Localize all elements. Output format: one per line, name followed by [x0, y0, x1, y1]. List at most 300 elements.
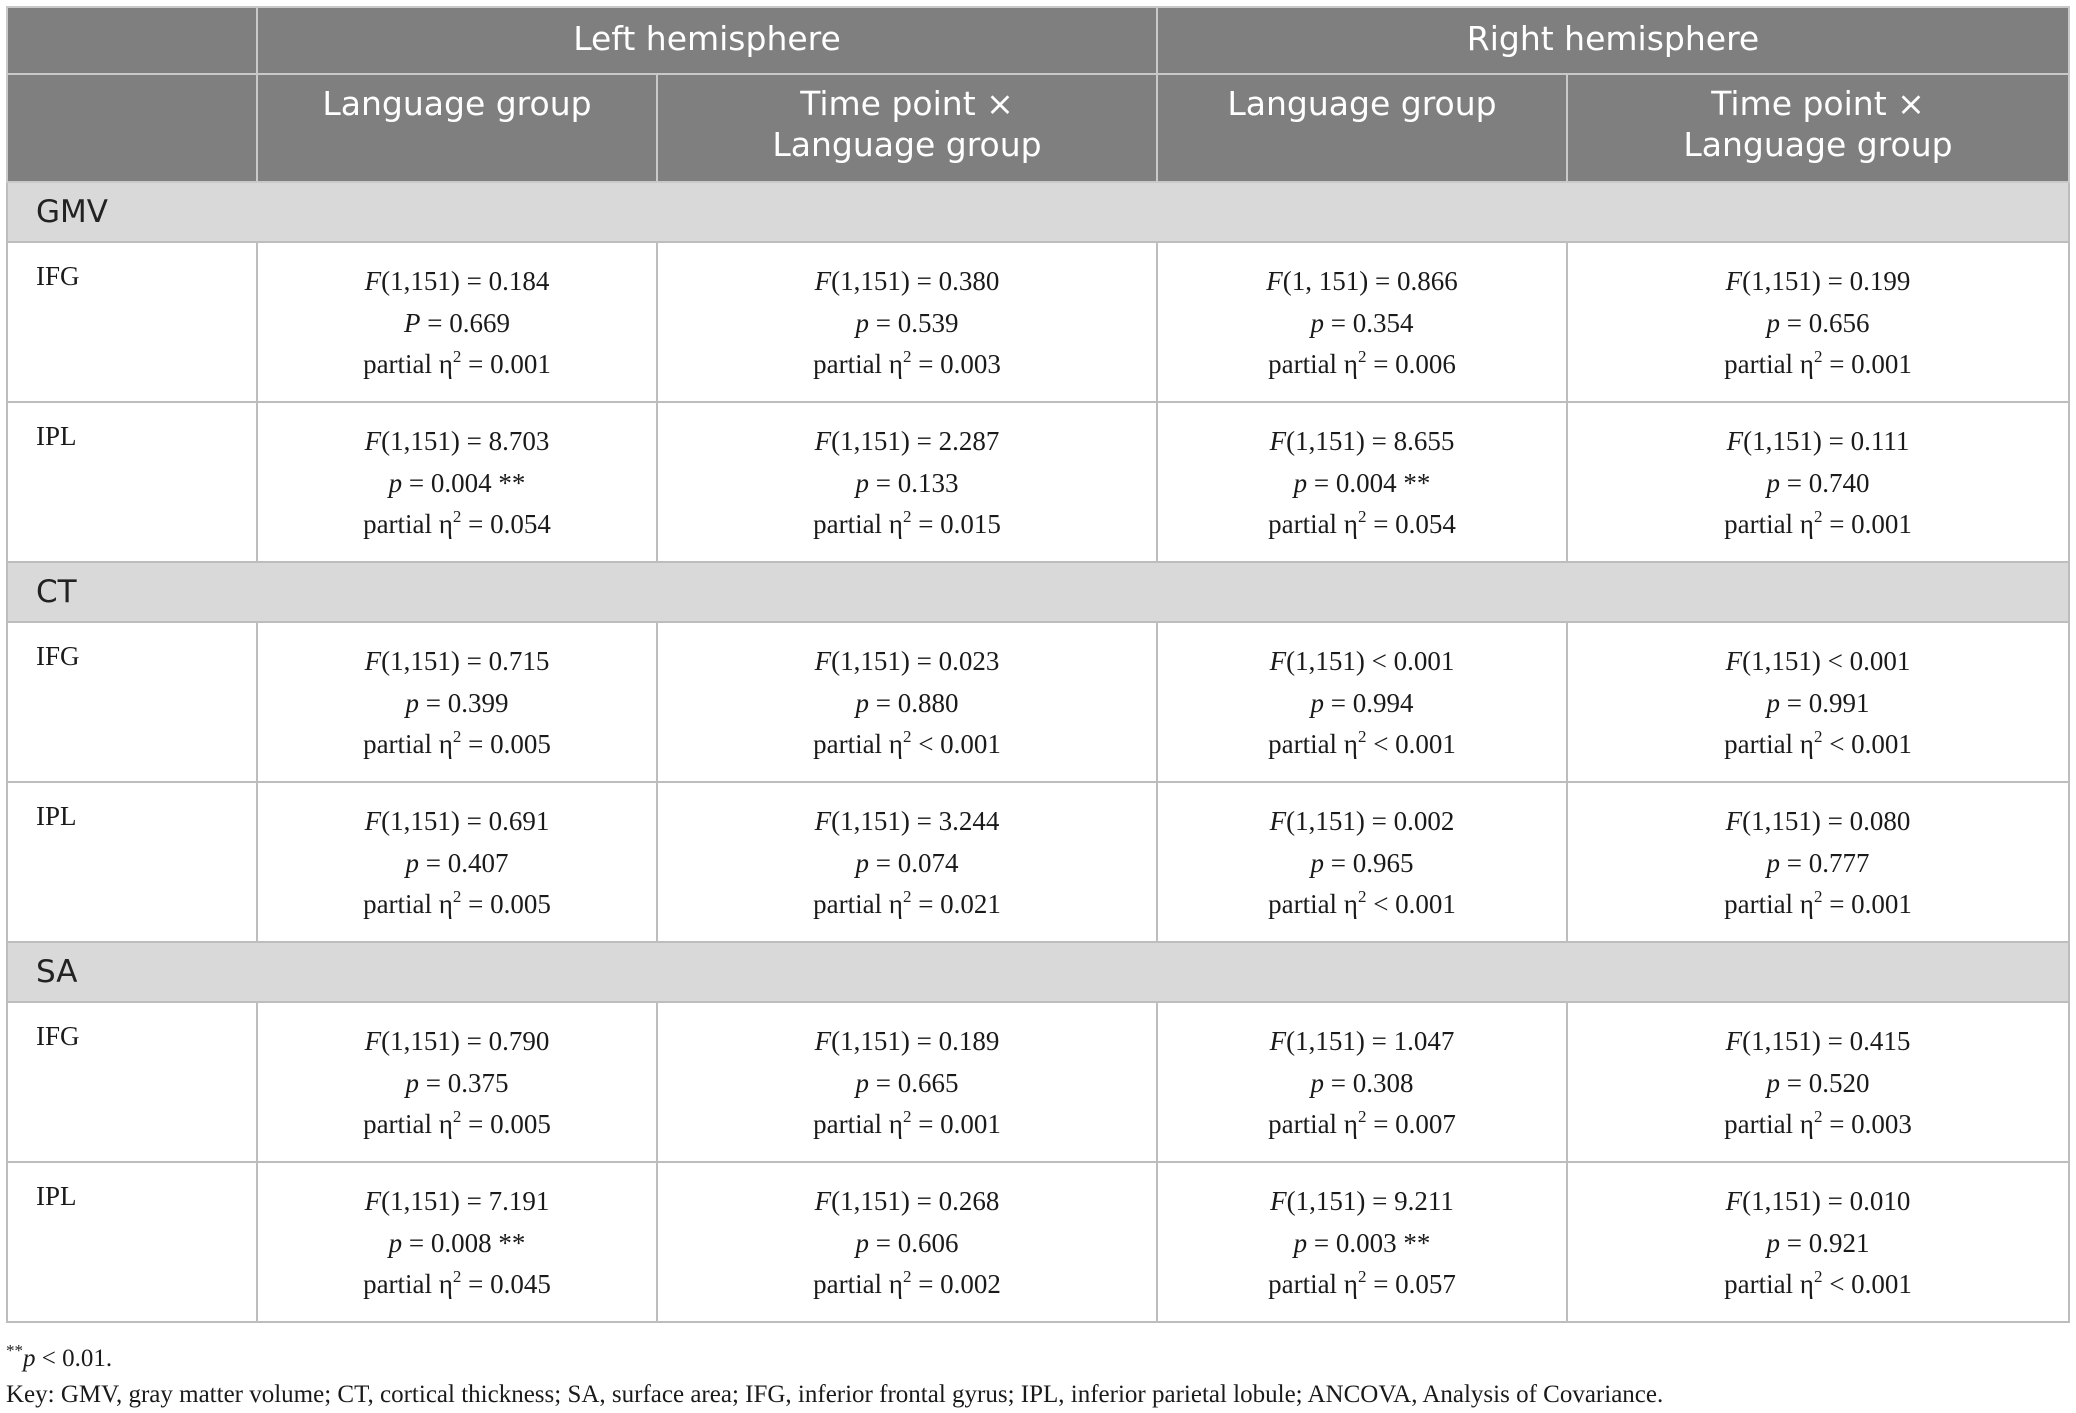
eta-exponent: 2 [1357, 347, 1367, 366]
p-symbol: p [388, 467, 403, 498]
partial-eta-squared [1568, 504, 2068, 546]
stat-cell [1157, 1002, 1567, 1162]
f-value: (1,151) = 0.691 [381, 806, 550, 836]
eta-exponent: 2 [1357, 887, 1367, 906]
eta-exponent: 2 [452, 887, 462, 906]
eta-exponent: 2 [452, 1267, 462, 1286]
stat-cell [657, 622, 1157, 782]
eta-value: = 0.057 [1366, 1269, 1456, 1299]
f-value: (1,151) = 8.655 [1286, 426, 1455, 456]
stat-cell [657, 1162, 1157, 1322]
eta-exponent: 2 [902, 1267, 912, 1286]
f-statistic [1568, 261, 2068, 303]
f-statistic [1158, 1181, 1566, 1223]
f-value: (1,151) = 0.002 [1286, 806, 1455, 836]
header-right-language-group: Language group [1157, 74, 1567, 182]
f-symbol: F [1269, 426, 1287, 456]
p-value [258, 843, 656, 885]
header-left-interaction [657, 74, 1157, 182]
f-statistic [1158, 1021, 1566, 1063]
eta-exponent: 2 [1357, 1107, 1367, 1126]
section-label: GMV [7, 182, 2069, 242]
eta-label: partial η [1724, 889, 1814, 919]
p-symbol: p [1310, 687, 1325, 718]
f-value: (1,151) = 0.380 [831, 266, 1000, 296]
header-row-hemisphere [7, 7, 2069, 74]
p-number: = 0.308 [1324, 1067, 1414, 1098]
footnote-significance [6, 1341, 2068, 1377]
f-statistic [658, 1181, 1156, 1223]
partial-eta-squared [1568, 884, 2068, 926]
eta-value: = 0.005 [461, 889, 551, 919]
eta-label: partial η [813, 1109, 903, 1139]
stat-cell [1567, 622, 2069, 782]
p-symbol: p [1293, 467, 1308, 498]
f-symbol: F [364, 1186, 382, 1216]
stat-cell [657, 782, 1157, 942]
f-value: (1,151) = 0.023 [831, 646, 1000, 676]
partial-eta-squared [258, 504, 656, 546]
eta-exponent: 2 [1813, 1107, 1823, 1126]
section-row [7, 182, 2069, 242]
p-value [1568, 303, 2068, 345]
eta-label: partial η [813, 889, 903, 919]
f-value: (1,151) = 0.199 [1742, 266, 1911, 296]
stat-cell [1567, 1162, 2069, 1322]
eta-value: = 0.001 [461, 349, 551, 379]
eta-exponent: 2 [902, 347, 912, 366]
f-symbol: F [1266, 266, 1283, 296]
f-symbol: F [814, 646, 832, 676]
section-row [7, 562, 2069, 622]
eta-value: < 0.001 [1366, 729, 1456, 759]
p-symbol: p [1766, 687, 1781, 718]
f-value: (1,151) = 0.268 [831, 1186, 1000, 1216]
table-row [7, 1162, 2069, 1322]
footnote-key: Key: GMV, gray matter volume; CT, cortical thickness; SA, surface area; IFG, inferior frontal gyrus; IPL, inferior parietal lobule; ANCOVA, Analysis of Covariance. [6, 1381, 1664, 1408]
p-value [1568, 1063, 2068, 1105]
footnote-sig-mark: ** [6, 1340, 23, 1360]
f-symbol: F [1725, 1026, 1743, 1056]
section-label: CT [7, 562, 2069, 622]
region-label: IFG [7, 622, 257, 782]
header-corner [7, 7, 257, 74]
eta-exponent: 2 [1813, 1267, 1823, 1286]
partial-eta-squared [1158, 884, 1566, 926]
f-symbol: F [1269, 806, 1287, 836]
f-symbol: F [814, 1186, 832, 1216]
f-value: (1,151) = 2.287 [831, 426, 1000, 456]
f-value: (1,151) = 0.715 [381, 646, 550, 676]
table-row [7, 242, 2069, 402]
p-symbol: p [1766, 1067, 1781, 1098]
f-value: (1,151) = 3.244 [831, 806, 1000, 836]
partial-eta-squared [258, 1104, 656, 1146]
table-row [7, 1002, 2069, 1162]
table-wrapper [6, 6, 2068, 1413]
eta-exponent: 2 [452, 347, 462, 366]
eta-value: = 0.005 [461, 729, 551, 759]
eta-exponent: 2 [902, 507, 912, 526]
p-number: = 0.880 [869, 687, 959, 718]
f-value: (1,151) < 0.001 [1742, 646, 1911, 676]
eta-value: < 0.001 [1822, 729, 1912, 759]
eta-label: partial η [813, 729, 903, 759]
p-number: = 0.354 [1324, 307, 1414, 338]
header-interaction-line2: Language group [1683, 125, 1953, 164]
p-number: = 0.965 [1324, 847, 1414, 878]
table-row [7, 402, 2069, 562]
f-symbol: F [814, 266, 832, 296]
header-row-effects [7, 74, 2069, 182]
p-value [1158, 303, 1566, 345]
p-symbol: p [855, 1227, 870, 1258]
stat-cell [1567, 242, 2069, 402]
f-symbol: F [814, 1026, 832, 1056]
partial-eta-squared [258, 344, 656, 386]
eta-value: = 0.045 [461, 1269, 551, 1299]
p-value [1568, 843, 2068, 885]
stat-cell [257, 402, 657, 562]
eta-label: partial η [1268, 1269, 1358, 1299]
eta-label: partial η [363, 729, 453, 759]
p-value [258, 1063, 656, 1105]
region-label: IFG [7, 242, 257, 402]
f-statistic [1158, 801, 1566, 843]
eta-label: partial η [1268, 1109, 1358, 1139]
p-symbol: p [1766, 847, 1781, 878]
stat-cell [1157, 242, 1567, 402]
eta-value: = 0.015 [911, 509, 1001, 539]
eta-label: partial η [363, 509, 453, 539]
p-value [258, 303, 656, 345]
eta-value: = 0.021 [911, 889, 1001, 919]
f-statistic [258, 801, 656, 843]
stat-cell [1157, 622, 1567, 782]
partial-eta-squared [658, 884, 1156, 926]
p-value [1568, 463, 2068, 505]
eta-exponent: 2 [452, 727, 462, 746]
partial-eta-squared [1158, 1264, 1566, 1306]
p-symbol: p [855, 847, 870, 878]
f-symbol: F [364, 1026, 382, 1056]
p-symbol: p [1293, 1227, 1308, 1258]
partial-eta-squared [1568, 1264, 2068, 1306]
eta-exponent: 2 [1357, 727, 1367, 746]
eta-label: partial η [1724, 509, 1814, 539]
p-value [658, 683, 1156, 725]
p-number: = 0.133 [869, 467, 959, 498]
p-value [1158, 1223, 1566, 1265]
p-symbol: p [1310, 847, 1325, 878]
eta-exponent: 2 [902, 887, 912, 906]
partial-eta-squared [1568, 344, 2068, 386]
eta-value: < 0.001 [1822, 1269, 1912, 1299]
f-value: (1,151) = 8.703 [381, 426, 550, 456]
f-value: (1,151) = 0.189 [831, 1026, 1000, 1056]
header-interaction-line1: Time point × [1711, 84, 1925, 123]
p-number: = 0.740 [1780, 467, 1870, 498]
p-symbol: p [1310, 1067, 1325, 1098]
header-interaction-line2: Language group [772, 125, 1042, 164]
p-number: = 0.375 [419, 1067, 509, 1098]
f-statistic [258, 641, 656, 683]
eta-label: partial η [1268, 509, 1358, 539]
p-value [658, 1223, 1156, 1265]
p-symbol: p [388, 1227, 403, 1258]
p-number: = 0.004 ** [1307, 467, 1431, 498]
eta-exponent: 2 [1813, 887, 1823, 906]
stat-cell [257, 1002, 657, 1162]
f-statistic [258, 1021, 656, 1063]
f-value: (1,151) = 0.010 [1742, 1186, 1911, 1216]
p-symbol: p [855, 307, 870, 338]
eta-label: partial η [1268, 729, 1358, 759]
f-statistic [1568, 641, 2068, 683]
p-value [1568, 683, 2068, 725]
f-symbol: F [364, 426, 382, 456]
eta-label: partial η [813, 349, 903, 379]
eta-label: partial η [363, 1109, 453, 1139]
table-body [7, 182, 2069, 1322]
footnote-sig-rest: < 0.01. [35, 1345, 113, 1372]
partial-eta-squared [258, 724, 656, 766]
p-symbol: p [1766, 467, 1781, 498]
f-value: (1,151) = 1.047 [1286, 1026, 1455, 1056]
f-symbol: F [364, 646, 382, 676]
f-statistic [658, 641, 1156, 683]
header-interaction-line1: Time point × [800, 84, 1014, 123]
f-statistic [658, 801, 1156, 843]
f-symbol: F [1270, 1186, 1287, 1216]
eta-exponent: 2 [902, 727, 912, 746]
p-number: = 0.539 [869, 307, 959, 338]
f-symbol: F [1725, 1186, 1743, 1216]
f-statistic [258, 1181, 656, 1223]
eta-value: = 0.001 [1822, 509, 1912, 539]
stat-cell [657, 402, 1157, 562]
eta-exponent: 2 [1813, 507, 1823, 526]
ancova-results-table [6, 6, 2070, 1323]
p-number: = 0.606 [869, 1227, 959, 1258]
p-symbol: p [405, 847, 419, 878]
p-number: = 0.656 [1780, 307, 1870, 338]
f-statistic [258, 421, 656, 463]
partial-eta-squared [1158, 504, 1566, 546]
partial-eta-squared [658, 344, 1156, 386]
f-statistic [1158, 261, 1566, 303]
stat-cell [657, 1002, 1157, 1162]
f-value: (1,151) < 0.001 [1286, 646, 1455, 676]
eta-label: partial η [1268, 349, 1358, 379]
stat-cell [1157, 782, 1567, 942]
p-value [658, 303, 1156, 345]
section-row [7, 942, 2069, 1002]
f-symbol: F [1726, 426, 1744, 456]
f-statistic [1568, 1021, 2068, 1063]
f-statistic [1158, 641, 1566, 683]
p-value [1158, 843, 1566, 885]
stat-cell [1567, 1002, 2069, 1162]
p-number: = 0.991 [1780, 687, 1870, 718]
p-number: = 0.008 ** [402, 1227, 526, 1258]
eta-value: < 0.001 [1366, 889, 1456, 919]
eta-value: = 0.054 [461, 509, 551, 539]
eta-value: = 0.003 [911, 349, 1001, 379]
eta-value: = 0.005 [461, 1109, 551, 1139]
f-value: (1,151) = 9.211 [1286, 1186, 1454, 1216]
table-row [7, 622, 2069, 782]
eta-value: = 0.054 [1366, 509, 1456, 539]
eta-exponent: 2 [1813, 727, 1823, 746]
p-value [258, 463, 656, 505]
eta-label: partial η [1724, 349, 1814, 379]
f-statistic [258, 261, 656, 303]
eta-exponent: 2 [1357, 1267, 1367, 1286]
p-symbol: p [405, 687, 419, 718]
p-symbol: P [404, 307, 421, 338]
f-statistic [1568, 801, 2068, 843]
p-symbol: p [1310, 307, 1325, 338]
p-symbol: p [1766, 1227, 1781, 1258]
eta-label: partial η [363, 889, 453, 919]
f-statistic [1568, 421, 2068, 463]
f-symbol: F [1269, 646, 1287, 676]
p-value [1158, 463, 1566, 505]
f-symbol: F [1269, 1026, 1287, 1056]
eta-exponent: 2 [452, 507, 462, 526]
eta-label: partial η [363, 1269, 453, 1299]
f-value: (1,151) = 0.080 [1742, 806, 1911, 836]
header-left-hemisphere: Left hemisphere [257, 7, 1157, 74]
p-value [658, 463, 1156, 505]
f-value: (1,151) = 7.191 [381, 1186, 550, 1216]
p-number: = 0.994 [1324, 687, 1414, 718]
stat-cell [257, 1162, 657, 1322]
f-value: (1,151) = 0.790 [381, 1026, 550, 1056]
p-number: = 0.407 [419, 847, 509, 878]
p-symbol: p [855, 1067, 870, 1098]
p-number: = 0.520 [1780, 1067, 1870, 1098]
eta-value: = 0.001 [1822, 349, 1912, 379]
partial-eta-squared [1568, 1104, 2068, 1146]
f-statistic [658, 1021, 1156, 1063]
p-value [258, 1223, 656, 1265]
f-statistic [658, 261, 1156, 303]
p-value [658, 1063, 1156, 1105]
partial-eta-squared [658, 504, 1156, 546]
header-right-hemisphere: Right hemisphere [1157, 7, 2069, 74]
partial-eta-squared [1158, 724, 1566, 766]
footnote-sig-p: p [23, 1345, 36, 1372]
p-value [1158, 1063, 1566, 1105]
p-number: = 0.921 [1780, 1227, 1870, 1258]
stat-cell [1567, 402, 2069, 562]
table-row [7, 782, 2069, 942]
p-number: = 0.003 ** [1307, 1227, 1431, 1258]
f-symbol: F [1725, 646, 1743, 676]
eta-label: partial η [1724, 1109, 1814, 1139]
p-number: = 0.399 [419, 687, 509, 718]
partial-eta-squared [1158, 344, 1566, 386]
p-value [258, 683, 656, 725]
header-corner-2 [7, 74, 257, 182]
eta-label: partial η [1724, 729, 1814, 759]
header-right-interaction [1567, 74, 2069, 182]
p-value [1158, 683, 1566, 725]
region-label: IPL [7, 1162, 257, 1322]
eta-label: partial η [1268, 889, 1358, 919]
stat-cell [257, 242, 657, 402]
eta-value: = 0.003 [1822, 1109, 1912, 1139]
eta-label: partial η [1724, 1269, 1814, 1299]
stat-cell [657, 242, 1157, 402]
f-statistic [1158, 421, 1566, 463]
eta-label: partial η [813, 1269, 903, 1299]
f-symbol: F [814, 806, 832, 836]
partial-eta-squared [1568, 724, 2068, 766]
p-number: = 0.669 [420, 307, 510, 338]
stat-cell [1567, 782, 2069, 942]
eta-value: = 0.002 [911, 1269, 1001, 1299]
f-statistic [658, 421, 1156, 463]
p-value [658, 843, 1156, 885]
eta-value: = 0.001 [1822, 889, 1912, 919]
p-number: = 0.074 [869, 847, 959, 878]
partial-eta-squared [658, 1264, 1156, 1306]
f-value: (1, 151) = 0.866 [1282, 266, 1458, 296]
p-symbol: p [1766, 307, 1781, 338]
f-symbol: F [364, 266, 382, 296]
header-left-language-group: Language group [257, 74, 657, 182]
eta-value: = 0.001 [911, 1109, 1001, 1139]
f-symbol: F [814, 426, 832, 456]
eta-label: partial η [813, 509, 903, 539]
section-label: SA [7, 942, 2069, 1002]
partial-eta-squared [658, 1104, 1156, 1146]
f-value: (1,151) = 0.184 [381, 266, 550, 296]
p-number: = 0.777 [1780, 847, 1870, 878]
f-value: (1,151) = 0.111 [1743, 426, 1910, 456]
p-symbol: p [855, 687, 870, 718]
partial-eta-squared [258, 884, 656, 926]
region-label: IPL [7, 402, 257, 562]
stat-cell [257, 782, 657, 942]
p-symbol: p [855, 467, 870, 498]
f-statistic [1568, 1181, 2068, 1223]
p-symbol: p [405, 1067, 419, 1098]
p-number: = 0.004 ** [402, 467, 526, 498]
p-value [1568, 1223, 2068, 1265]
stat-cell [257, 622, 657, 782]
partial-eta-squared [1158, 1104, 1566, 1146]
eta-exponent: 2 [452, 1107, 462, 1126]
p-number: = 0.665 [869, 1067, 959, 1098]
f-symbol: F [1725, 806, 1743, 836]
region-label: IPL [7, 782, 257, 942]
f-symbol: F [1725, 266, 1743, 296]
f-symbol: F [364, 806, 382, 836]
stat-cell [1157, 1162, 1567, 1322]
f-value: (1,151) = 0.415 [1742, 1026, 1911, 1056]
eta-exponent: 2 [902, 1107, 912, 1126]
stat-cell [1157, 402, 1567, 562]
partial-eta-squared [258, 1264, 656, 1306]
eta-value: < 0.001 [911, 729, 1001, 759]
eta-exponent: 2 [1813, 347, 1823, 366]
region-label: IFG [7, 1002, 257, 1162]
eta-value: = 0.007 [1366, 1109, 1456, 1139]
